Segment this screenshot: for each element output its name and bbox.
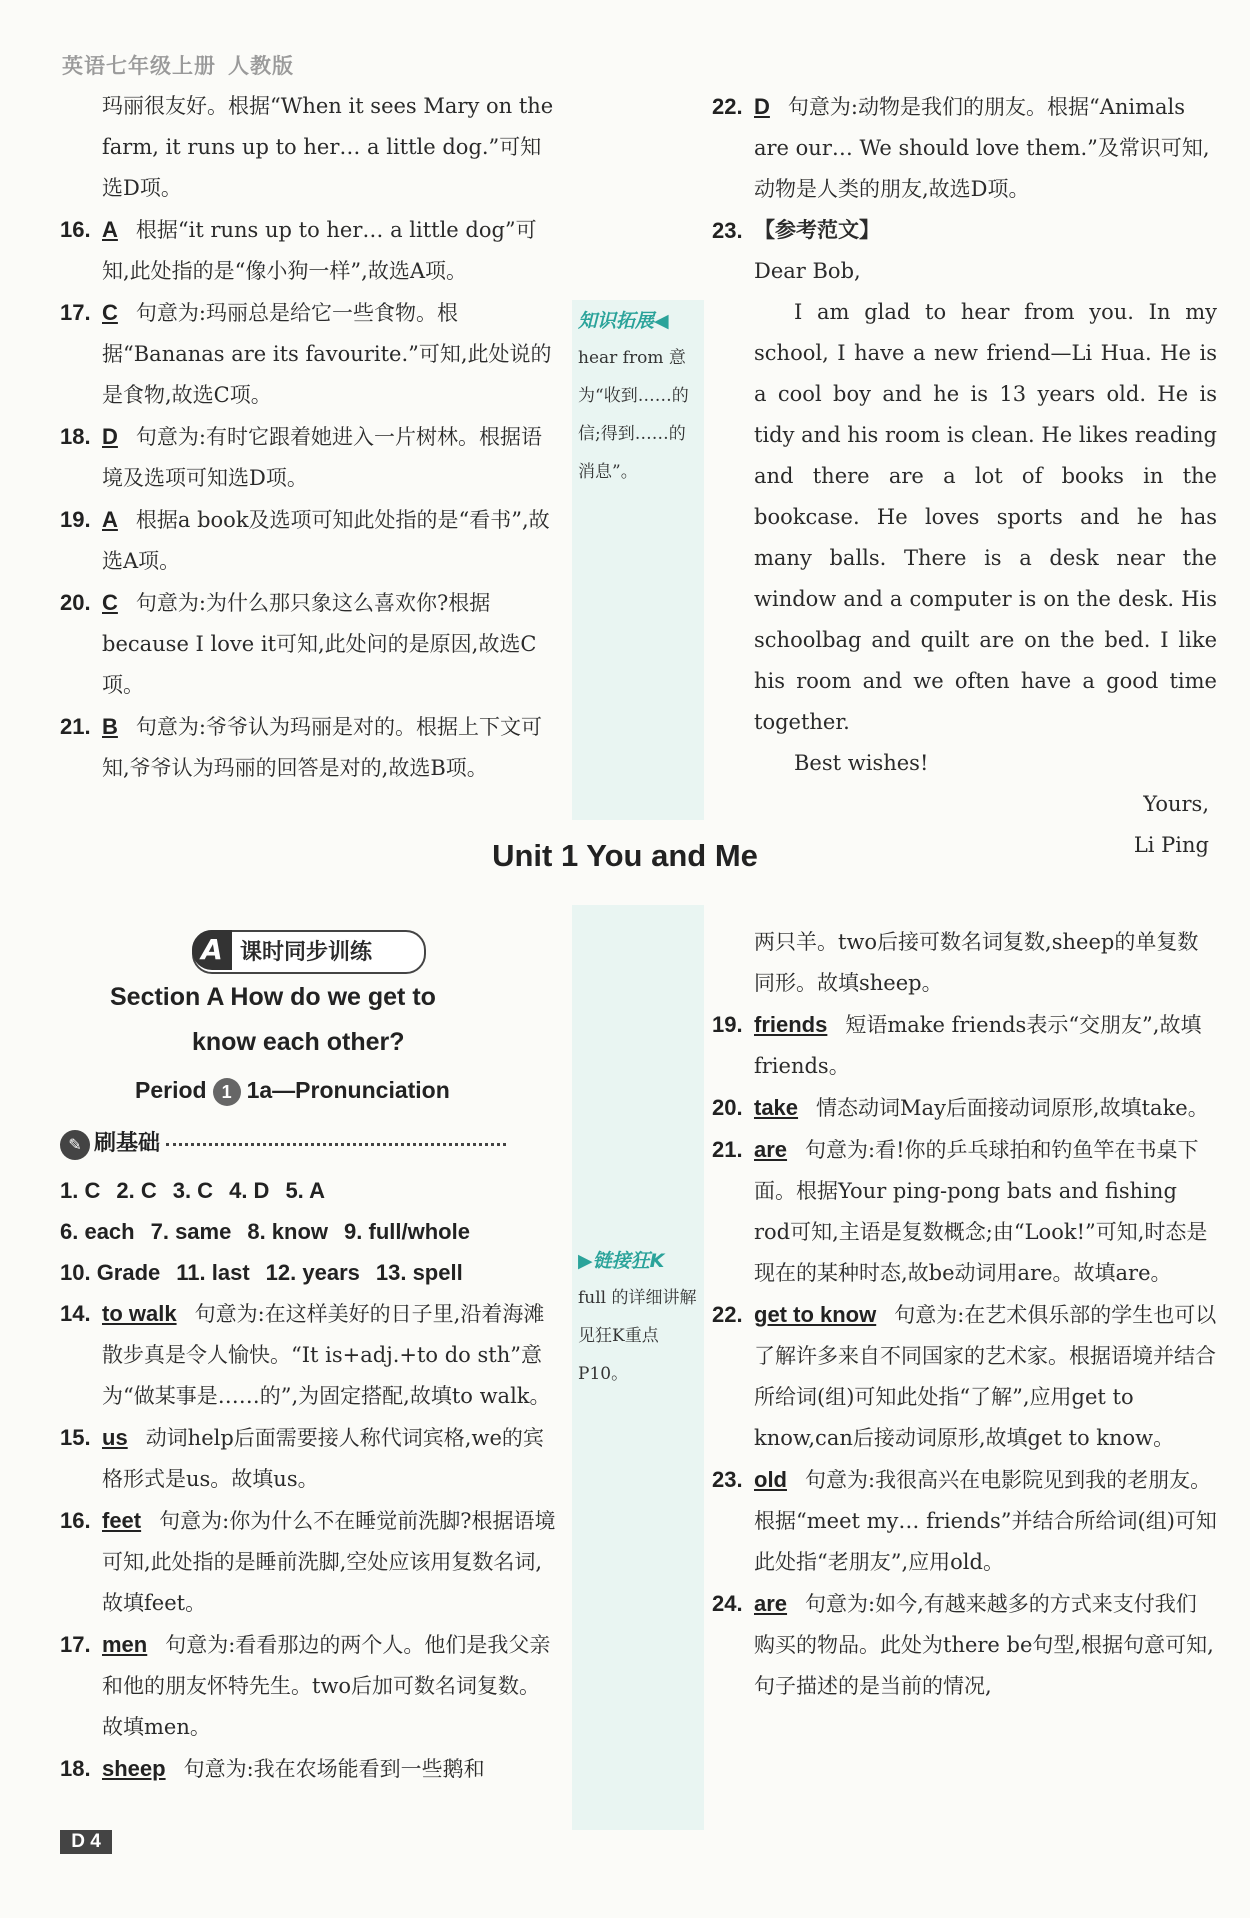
basic-practice-heading <box>60 1126 560 1160</box>
answer-item <box>60 1417 560 1500</box>
short-answer: 6. each <box>60 1219 135 1244</box>
item-explanation: 句意为:如今,有越来越多的方式来支付我们购买的物品。此处为there be句型,根据句意可知,句子描述的是当前的情况, <box>754 1592 1214 1698</box>
top-right-column <box>712 86 1217 866</box>
item-number: 18. <box>60 424 91 449</box>
period-range: 1a—Pronunciation <box>246 1077 450 1103</box>
short-answer: 8. know <box>247 1219 329 1244</box>
answer-item <box>60 706 560 789</box>
basic-label: 刷基础 <box>94 1131 161 1156</box>
short-answer: 12. years <box>265 1260 360 1285</box>
item-answer: sheep <box>102 1756 166 1781</box>
item-explanation: 句意为:我在农场能看到一些鹅和 <box>183 1757 485 1781</box>
continued-text: 玛丽很友好。根据“When it sees Mary on the farm, it runs up to her… a little dog.”可知选D项。 <box>102 94 554 200</box>
sample-letter <box>712 251 1217 866</box>
link-sidebar <box>572 905 704 1830</box>
letter-body: I am glad to hear from you. In my school, I have a new friend—Li Hua. He is a cool boy and he is 13 years old. He is tidy and his room is clean. He likes reading and there are a lot of books in the bookcase. He loves sports and he has many balls. There is a desk near the window and a computer is on the desk. His schoolbag and quilt are on the bed. I like his room and we often have a good time together. <box>754 300 1217 734</box>
item-explanation: 情态动词May后面接动词原形,故填take。 <box>816 1096 1209 1120</box>
item-answer: men <box>102 1632 148 1657</box>
period-label: Period <box>135 1077 207 1103</box>
item-explanation: 动词help后面需要接人称代词宾格,we的宾格形式是us。故填us。 <box>102 1426 544 1491</box>
dotted-rule <box>166 1143 506 1146</box>
answer-item <box>712 1583 1217 1707</box>
item-answer: A <box>102 217 118 242</box>
item-answer: us <box>102 1425 128 1450</box>
badge-label: 课时同步训练 <box>240 940 373 965</box>
period-number: 1 <box>213 1078 241 1106</box>
answer-item <box>712 1087 1217 1129</box>
answer-item <box>60 1293 560 1417</box>
item-explanation: 根据“it runs up to her… a little dog”可知,此处指的是“像小狗一样”,故选A项。 <box>102 218 537 283</box>
short-answer: 13. spell <box>375 1260 463 1285</box>
letter-signature: Li Ping <box>1133 833 1209 857</box>
section-line-2: know each other? <box>192 1028 405 1056</box>
answer-item-23 <box>712 210 1217 251</box>
item-number: 19. <box>60 507 91 532</box>
knowledge-sidebar <box>572 300 704 820</box>
top-left-column <box>60 86 560 789</box>
section-line-1: Section A How do we get to <box>110 983 436 1011</box>
item-answer: are <box>754 1137 788 1162</box>
item-number: 19. <box>712 1012 743 1037</box>
answer-row-1 <box>60 1170 560 1211</box>
answer-item <box>60 292 560 416</box>
item-answer: get to know <box>754 1302 877 1327</box>
item-answer: are <box>754 1591 788 1616</box>
item-number: 24. <box>712 1591 743 1616</box>
bottom-left-column <box>60 1170 560 1790</box>
book-title: 英语七年级上册 <box>62 54 216 78</box>
item-number: 16. <box>60 1508 91 1533</box>
item-explanation: 句意为:在这样美好的日子里,沿着海滩散步真是令人愉快。“It is+adj.+to do sth”意为“做某事是……的”,为固定搭配,故填to walk。 <box>102 1302 551 1408</box>
item-number: 22. <box>712 1302 743 1327</box>
item-number: 14. <box>60 1301 91 1326</box>
answer-item <box>60 209 560 292</box>
item-answer: old <box>754 1467 787 1492</box>
answer-item <box>60 582 560 706</box>
item-answer: C <box>102 590 118 615</box>
short-answer: 7. same <box>150 1219 232 1244</box>
item-explanation: 根据a book及选项可知此处指的是“看书”,故选A项。 <box>102 508 550 573</box>
item-answer: D <box>754 94 770 119</box>
item-explanation: 句意为:我很高兴在电影院见到我的老朋友。根据“meet my… friends”并结合所给词(组)可知此处指“老朋友”,应用old。 <box>754 1468 1217 1574</box>
answer-item <box>60 416 560 499</box>
bottom-right-column <box>712 922 1217 1707</box>
answer-row-2 <box>60 1211 560 1252</box>
short-answer: 9. full/whole <box>344 1219 470 1244</box>
page-header <box>62 50 294 80</box>
item-number: 22. <box>712 94 743 119</box>
lesson-badge <box>192 930 426 974</box>
item-answer: to walk <box>102 1301 177 1326</box>
item-number: 20. <box>60 590 91 615</box>
item-explanation: 句意为:看!你的乒乓球拍和钓鱼竿在书桌下面。根据Your ping-pong bats and fishing rod可知,主语是复数概念;由“Look!”可知,时态是现在的某种时态,故be动词用are。故填are。 <box>754 1138 1208 1285</box>
sidebar-title: ▶链接狂K <box>578 1250 665 1272</box>
item-number: 23. <box>712 1467 743 1492</box>
item-answer: take <box>754 1095 799 1120</box>
edition: 人教版 <box>228 54 294 78</box>
short-answer: 4. D <box>229 1178 270 1203</box>
letter-yours: Yours, <box>1143 792 1209 816</box>
item-explanation: 句意为:爷爷认为玛丽是对的。根据上下文可知,爷爷认为玛丽的回答是对的,故选B项。 <box>102 715 542 780</box>
item-number: 18. <box>60 1756 91 1781</box>
answer-item <box>60 499 560 582</box>
item-answer: A <box>102 507 118 532</box>
short-answer: 10. Grade <box>60 1260 161 1285</box>
item-number: 21. <box>712 1137 743 1162</box>
item-number: 20. <box>712 1095 743 1120</box>
item-answer: feet <box>102 1508 142 1533</box>
sidebar-text: hear from 意为“收到……的信;得到……的消息”。 <box>578 348 689 482</box>
short-answer: 5. A <box>285 1178 325 1203</box>
item-explanation: 句意为:在艺术俱乐部的学生也可以了解许多来自不同国家的艺术家。根据语境并结合所给词(组)可知此处指“了解”,应用get to know,can后接动词原形,故填get to know。 <box>754 1303 1217 1450</box>
answer-item <box>712 1294 1217 1459</box>
section-heading <box>110 975 530 1065</box>
unit-title: Unit 1 You and Me <box>492 838 758 873</box>
reference-label: 【参考范文】 <box>754 218 880 242</box>
page-number: D 4 <box>60 1830 112 1854</box>
answer-item-22 <box>712 86 1217 210</box>
answer-item <box>712 1129 1217 1294</box>
badge-letter: A <box>192 930 232 970</box>
answer-item <box>60 1500 560 1624</box>
item-explanation: 句意为:你为什么不在睡觉前洗脚?根据语境可知,此处指的是睡前洗脚,空处应该用复数名词,故填feet。 <box>102 1509 556 1615</box>
short-answer: 11. last <box>176 1260 250 1285</box>
pencil-icon: ✎ <box>60 1130 90 1160</box>
sidebar-title: 知识拓展◀ <box>578 310 669 332</box>
answer-item <box>712 1459 1217 1583</box>
item-explanation: 句意为:玛丽总是给它一些食物。根据“Bananas are its favourite.”可知,此处说的是食物,故选C项。 <box>102 301 552 407</box>
item-explanation: 句意为:动物是我们的朋友。根据“Animals are our… We should love them.”及常识可知,动物是人类的朋友,故选D项。 <box>754 95 1210 201</box>
short-answer: 2. C <box>116 1178 157 1203</box>
item-number: 23. <box>712 218 743 243</box>
answer-item <box>60 1624 560 1748</box>
item-explanation: 句意为:看看那边的两个人。他们是我父亲和他的朋友怀特先生。two后加可数名词复数。故填men。 <box>102 1633 551 1739</box>
item-explanation: 短语make friends表示“交朋友”,故填friends。 <box>754 1013 1202 1078</box>
item-explanation: 句意为:为什么那只象这么喜欢你?根据because I love it可知,此处问的是原因,故选C项。 <box>102 591 537 697</box>
answer-row-3 <box>60 1252 560 1293</box>
item-number: 15. <box>60 1425 91 1450</box>
item-number: 17. <box>60 1632 91 1657</box>
period-heading <box>135 1077 450 1106</box>
short-answer: 3. C <box>172 1178 214 1203</box>
item-number: 21. <box>60 714 91 739</box>
item-answer: friends <box>754 1012 828 1037</box>
item-answer: D <box>102 424 118 449</box>
sidebar-text: full 的详细讲解见狂K重点P10。 <box>578 1288 697 1384</box>
continued-text: 两只羊。two后接可数名词复数,sheep的单复数同形。故填sheep。 <box>754 930 1199 995</box>
item-number: 16. <box>60 217 91 242</box>
short-answer: 1. C <box>60 1178 101 1203</box>
item-number: 17. <box>60 300 91 325</box>
item-answer: C <box>102 300 118 325</box>
answer-item <box>712 1004 1217 1087</box>
item-explanation: 句意为:有时它跟着她进入一片树林。根据语境及选项可知选D项。 <box>102 425 542 490</box>
letter-closing: Best wishes! <box>794 751 929 775</box>
letter-greeting: Dear Bob, <box>754 259 861 283</box>
item-answer: B <box>102 714 118 739</box>
answer-item <box>60 1748 560 1790</box>
